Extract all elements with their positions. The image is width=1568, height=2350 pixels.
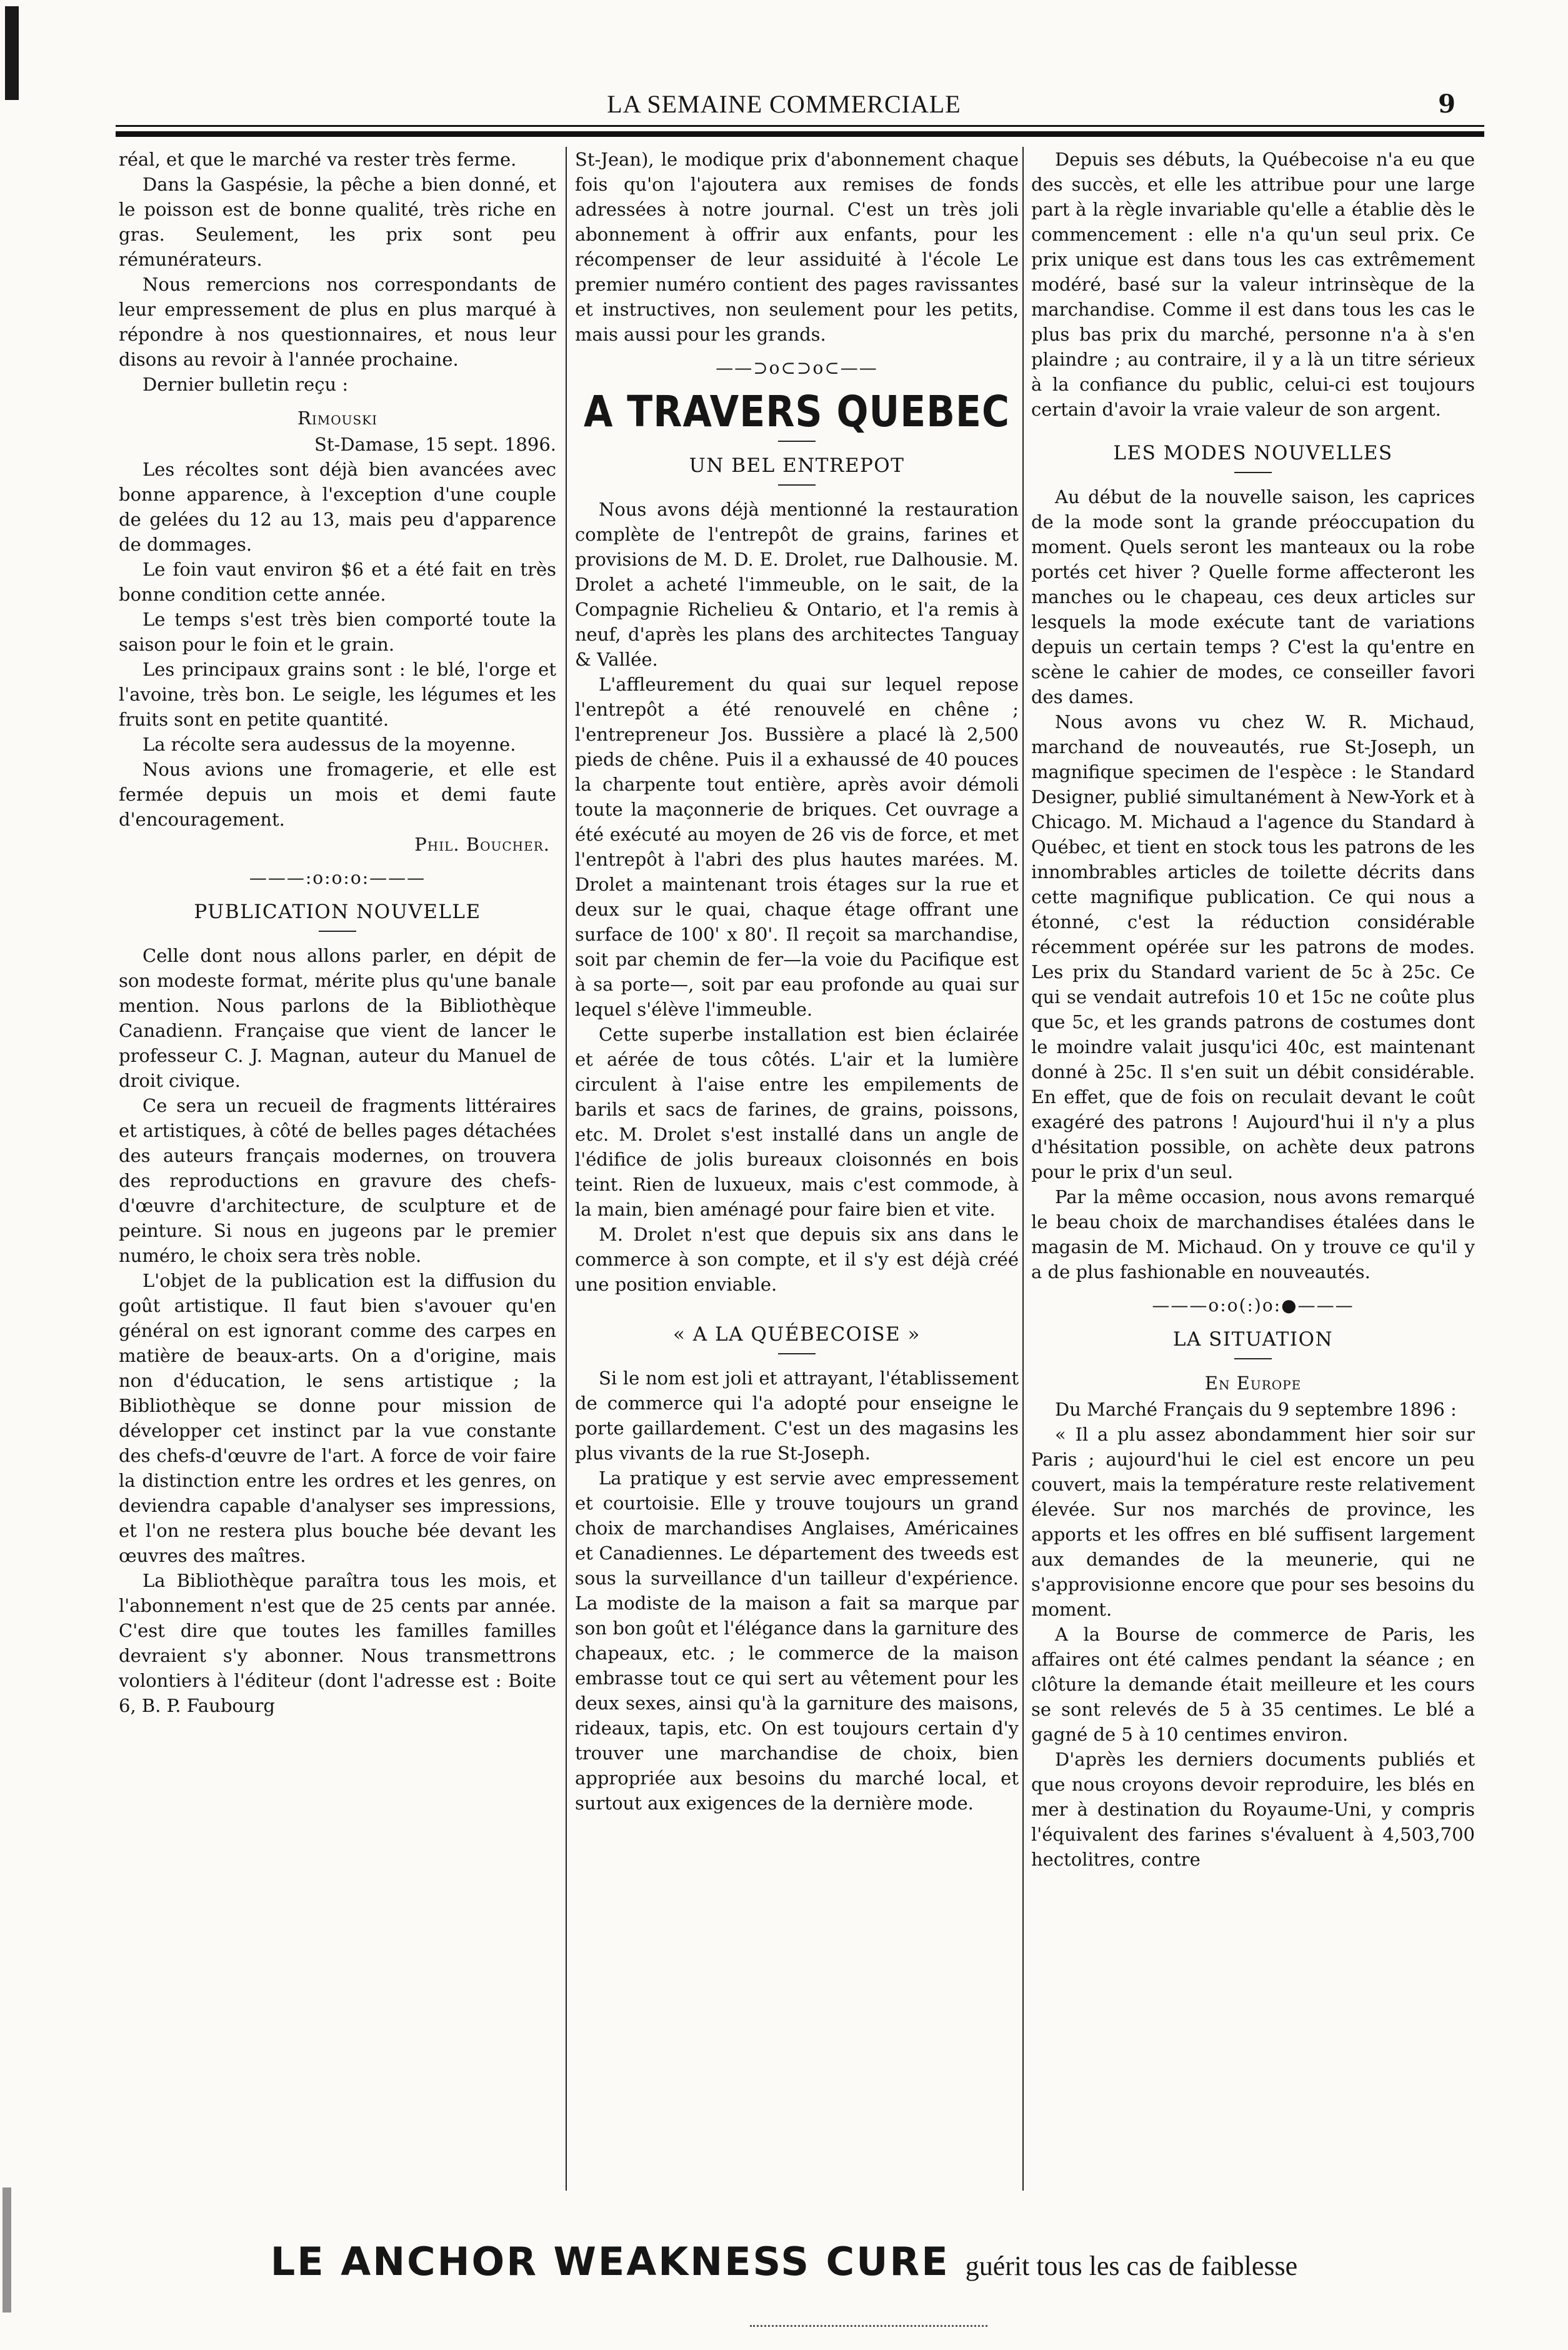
article-heading: « A LA QUÉBECOISE » (672, 1323, 921, 1346)
paragraph: Du Marché Français du 9 septembre 1896 : (1055, 1399, 1457, 1420)
section-ornament: ———:o:o:o:——— (249, 868, 426, 888)
subsection-heading: En Europe (1204, 1372, 1302, 1394)
paragraph: Depuis ses débuts, la Québecoise n'a eu que des succès, et elle les attribue pour une large part à la règle invariable qu'elle a établie dès le commencement : elle n'a qu'un seul prix. Ce prix unique est dans tous les cas extrêmement modéré, basé sur la valeur intrinsèque de la marchandise. Comme il est dans tous les cas le plus bas prix du marché, personne n'a à s'en plaindre ; au contraire, il y a là un titre sérieux à la confiance du public, celui-ci est toujours certain d'avoir la vraie valeur de son argent. (1031, 149, 1475, 420)
paragraph: Au début de la nouvelle saison, les caprices de la mode sont la grande préoccupation du moment. Quels seront les manteaux ou la robe portés cet hiver ? Quelle forme affecteront les manches ou le chapeau, ces deux articles sur lesquels la mode exécute tant de variations depuis un certain temps ? C'est la qu'entre en scène le cahier de modes, ce conseiller favori des dames. (1031, 486, 1475, 708)
header-rule-thick (116, 131, 1484, 137)
paragraph: Les récoltes sont déjà bien avancées avec bonne apparence, à l'exception d'une couple de gelées du 12 au 13, mais peu d'apparence de dommages. (119, 459, 556, 555)
paragraph: Dans la Gaspésie, la pêche a bien donné, et le poisson est de bonne qualité, très riche en gras. Seulement, les prix sont peu rémunérateurs. (119, 174, 556, 270)
paragraph: Les principaux grains sont : le blé, l'orge et l'avoine, très bon. Le seigle, les légumes et les fruits sont en petite quantité. (119, 659, 556, 730)
paragraph: M. Drolet n'est que depuis six ans dans le commerce à son compte, et il s'y est déjà créé une position enviable. (575, 1224, 1019, 1295)
footer-advertisement (0, 2239, 1568, 2284)
column-left (119, 147, 556, 2191)
section-big-title: A TRAVERS QUEBEC (583, 386, 1010, 438)
column-divider (1022, 147, 1024, 2191)
heading-dash (778, 1353, 816, 1354)
paragraph: L'objet de la publication est la diffusion du goût artistique. Il faut bien s'avouer qu'en général on est ignorant comme des carpes en matière de beaux-arts. On a d'origine, mais non d'éducation, le sens artistique ; la Bibliothèque se donne pour mission de développer cet instinct par la vue constante des chefs-d'œuvre de l'art. A force de voir faire la distinction entre les ordres et les genres, on deviendra capable d'analyser ses impressions, et l'on ne restera plus bouche bée devant les œuvres des maîtres. (119, 1270, 556, 1566)
ad-title: LE ANCHOR WEAKNESS CURE (270, 2239, 950, 2284)
paragraph: Par la même occasion, nous avons remarqué le beau choix de marchandises étalées dans le magasin de M. Michaud. On y trouve ce qu'il y a de plus fashionable en nouveautés. (1031, 1186, 1475, 1282)
column-middle (575, 147, 1019, 2191)
paragraph: réal, et que le marché va rester très ferme. (119, 149, 517, 170)
section-heading: PUBLICATION NOUVELLE (194, 901, 481, 923)
page-number: 9 (1438, 89, 1456, 119)
section-heading: LA SITUATION (1172, 1328, 1334, 1351)
signature: Phil. Boucher. (414, 834, 550, 855)
paragraph: Nous avons vu chez W. R. Michaud, marchand de nouveautés, rue St-Joseph, un magnifique specimen de l'espèce : le Standard Designer, publié simultanément à New-York et à Chicago. M. Michaud a l'agence du Standard à Québec, et tient en stock tous les patrons de les innombrables articles de toilette décrits dans cette magnifique publication. Ce qui nous a étonné, c'est la réduction considérable récemment opérée sur les patrons de modes. Les prix du Standard varient de 5c à 25c. Ce qui se vendait autrefois 10 et 15c ne coûte plus que 5c, et les grands patrons de costumes dont le moindre valait jusqu'ici 40c, est maintenant donné à 25c. Il s'en suit un débit considérable. En effet, que de fois on reculait devant le coût exagéré des patrons ! Aujourd'hui il n'y a plus d'hésitation possible, on achète deux patrons pour le prix d'un seul. (1031, 711, 1475, 1182)
paragraph: Nous avons déjà mentionné la restauration complète de l'entrepôt de grains, farines et provisions de M. D. E. Drolet, rue Dalhousie. M. Drolet a acheté l'immeuble, on le sait, de la Compagnie Richelieu & Ontario, et l'a remis à neuf, d'après les plans des architectes Tanguay & Vallée. (575, 499, 1019, 670)
paragraph: Dernier bulletin reçu : (142, 374, 349, 395)
header-rule-thin (116, 125, 1484, 127)
heading-dash (778, 484, 816, 486)
paragraph: Si le nom est joli et attrayant, l'établissement de commerce qui l'a adopté pour enseigne le porte gaillardement. C'est un des magasins les plus vivants de la rue St-Joseph. (575, 1368, 1019, 1464)
column-divider (566, 147, 567, 2191)
heading-dash (319, 931, 356, 932)
paragraph: Nous avions une fromagerie, et elle est fermée depuis un mois et demi faute d'encouragement. (119, 759, 556, 830)
paragraph: La récolte sera audessus de la moyenne. (142, 734, 516, 755)
paragraph: « Il a plu assez abondamment hier soir sur Paris ; aujourd'hui le ciel est encore un peu couvert, mais la température reste relativement élevée. Sur nos marchés de province, les apports et les offres en blé suffisent largement aux demandes de la meunerie, qui ne s'approvisionne encore que pour ses besoins du moment. (1031, 1424, 1475, 1620)
place-heading: Rimouski (297, 408, 377, 429)
paragraph: St-Jean), le modique prix d'abonnement chaque fois qu'on l'ajoutera aux remises de fonds adressées à notre journal. C'est un très joli abonnement à offrir aux enfants, pour les récompenser de leur assiduité à l'école Le premier numéro contient des pages ravissantes et instructives, non seulement pour les petits, mais aussi pour les grands. (575, 149, 1019, 345)
paragraph: Ce sera un recueil de fragments littéraires et artistiques, à côté de belles pages détachées des auteurs français modernes, on trouvera des reproductions en gravure des chefs-d'œuvre d'architecture, de sculpture et de peinture. Si nous en jugeons par le premier numéro, le choix sera très noble. (119, 1095, 556, 1266)
paragraph: Cette superbe installation est bien éclairée et aérée de tous côtés. L'air et la lumière circulent à l'aise entre les empilements de barils et sacs de farines, de grains, poissons, etc. M. Drolet s'est installé dans un angle de l'édifice de jolis bureaux cloisonnés en bois teint. Rien de luxueux, mais c'est commode, à la main, bien aménagé pour faire bien et vite. (575, 1024, 1019, 1220)
ad-text: guérit tous les cas de faiblesse (965, 2251, 1298, 2281)
heading-dash (1234, 1358, 1272, 1359)
paragraph: Le foin vaut environ $6 et a été fait en très bonne condition cette année. (119, 559, 556, 605)
running-header (0, 84, 1568, 122)
heading-dash (1234, 472, 1272, 473)
heading-dash (778, 441, 816, 442)
paragraph: A la Bourse de commerce de Paris, les affaires ont été calmes pendant la séance ; en clôture la demande était meilleure et les cours se sont relevés de 5 à 35 centimes. Le blé a gagné de 5 à 10 centimes environ. (1031, 1624, 1475, 1745)
paragraph: L'affleurement du quai sur lequel repose l'entrepôt a été renouvelé en chêne ; l'entrepreneur Jos. Bussière a placé là 2,500 pieds de chêne. Puis il a exhaussé de 40 pouces la charpente tout entière, après avoir démoli toute la maçonnerie de briques. Cet ouvrage a été exécuté au moyen de 26 vis de force, et met l'entrepôt à l'abri des plus hautes marées. M. Drolet a maintenant trois étages sur la rue et deux sur le quai, chaque étage offrant une surface de 100' x 80'. Il reçoit sa marchandise, soit par chemin de fer—la voie du Pacifique est à sa porte—, soit par eau profonde au quai sur lequel s'élève l'immeuble. (575, 674, 1019, 1020)
dateline: St-Damase, 15 sept. 1896. (314, 434, 556, 455)
paragraph: Nous remercions nos correspondants de leur empressement de plus en plus marqué à répondre à nos questionnaires, et nous leur disons au revoir à l'année prochaine. (119, 274, 556, 370)
section-heading: LES MODES NOUVELLES (1113, 442, 1393, 464)
page-title: LA SEMAINE COMMERCIALE (607, 90, 961, 118)
bottom-dotted-rule (750, 2325, 987, 2329)
paragraph: Celle dont nous allons parler, en dépit de son modeste format, mérite plus qu'une banale mention. Nous parlons de la Bibliothèque Canadienn. Française que vient de lancer le professeur C. J. Magnan, auteur du Manuel de droit civique. (119, 945, 556, 1091)
column-right (1031, 147, 1475, 2191)
paragraph: Le temps s'est très bien comporté toute la saison pour le foin et le grain. (119, 609, 556, 655)
article-heading: UN BEL ENTREPOT (689, 454, 905, 477)
paragraph: D'après les derniers documents publiés et que nous croyons devoir reproduire, les blés en mer à destination du Royaume-Uni, y compris l'équivalent des farines s'évaluent à 4,503,700 hectolitres, contre (1031, 1749, 1475, 1870)
section-ornament: ——⊃o⊂⊃o⊂—— (716, 358, 878, 378)
paragraph: La pratique y est servie avec empressement et courtoisie. Elle y trouve toujours un grand choix de marchandises Anglaises, Américaines et Canadiennes. Le département des tweeds est sous la surveillance d'un tailleur d'expérience. La modiste de la maison a fait sa marque par son bon goût et l'élégance dans la garniture des chapeaux, etc. ; le commerce de la maison embrasse tout ce qui sert au vêtement pour les deux sexes, ainsi qu'à la garniture des maisons, rideaux, tapis, etc. On est toujours certain d'y trouver une marchandise de choix, bien appropriée aux besoins du marché local, et surtout aux exigences de la dernière mode. (575, 1468, 1019, 1814)
section-ornament: ———o:o(:)o:●——— (1152, 1295, 1354, 1316)
paragraph: La Bibliothèque paraîtra tous les mois, et l'abonnement n'est que de 25 cents par année. C'est dire que toutes les familles familles devraient s'y abonner. Nous transmettrons volontiers à l'éditeur (dont l'adresse est : Boite 6, B. P. Faubourg (119, 1570, 556, 1716)
